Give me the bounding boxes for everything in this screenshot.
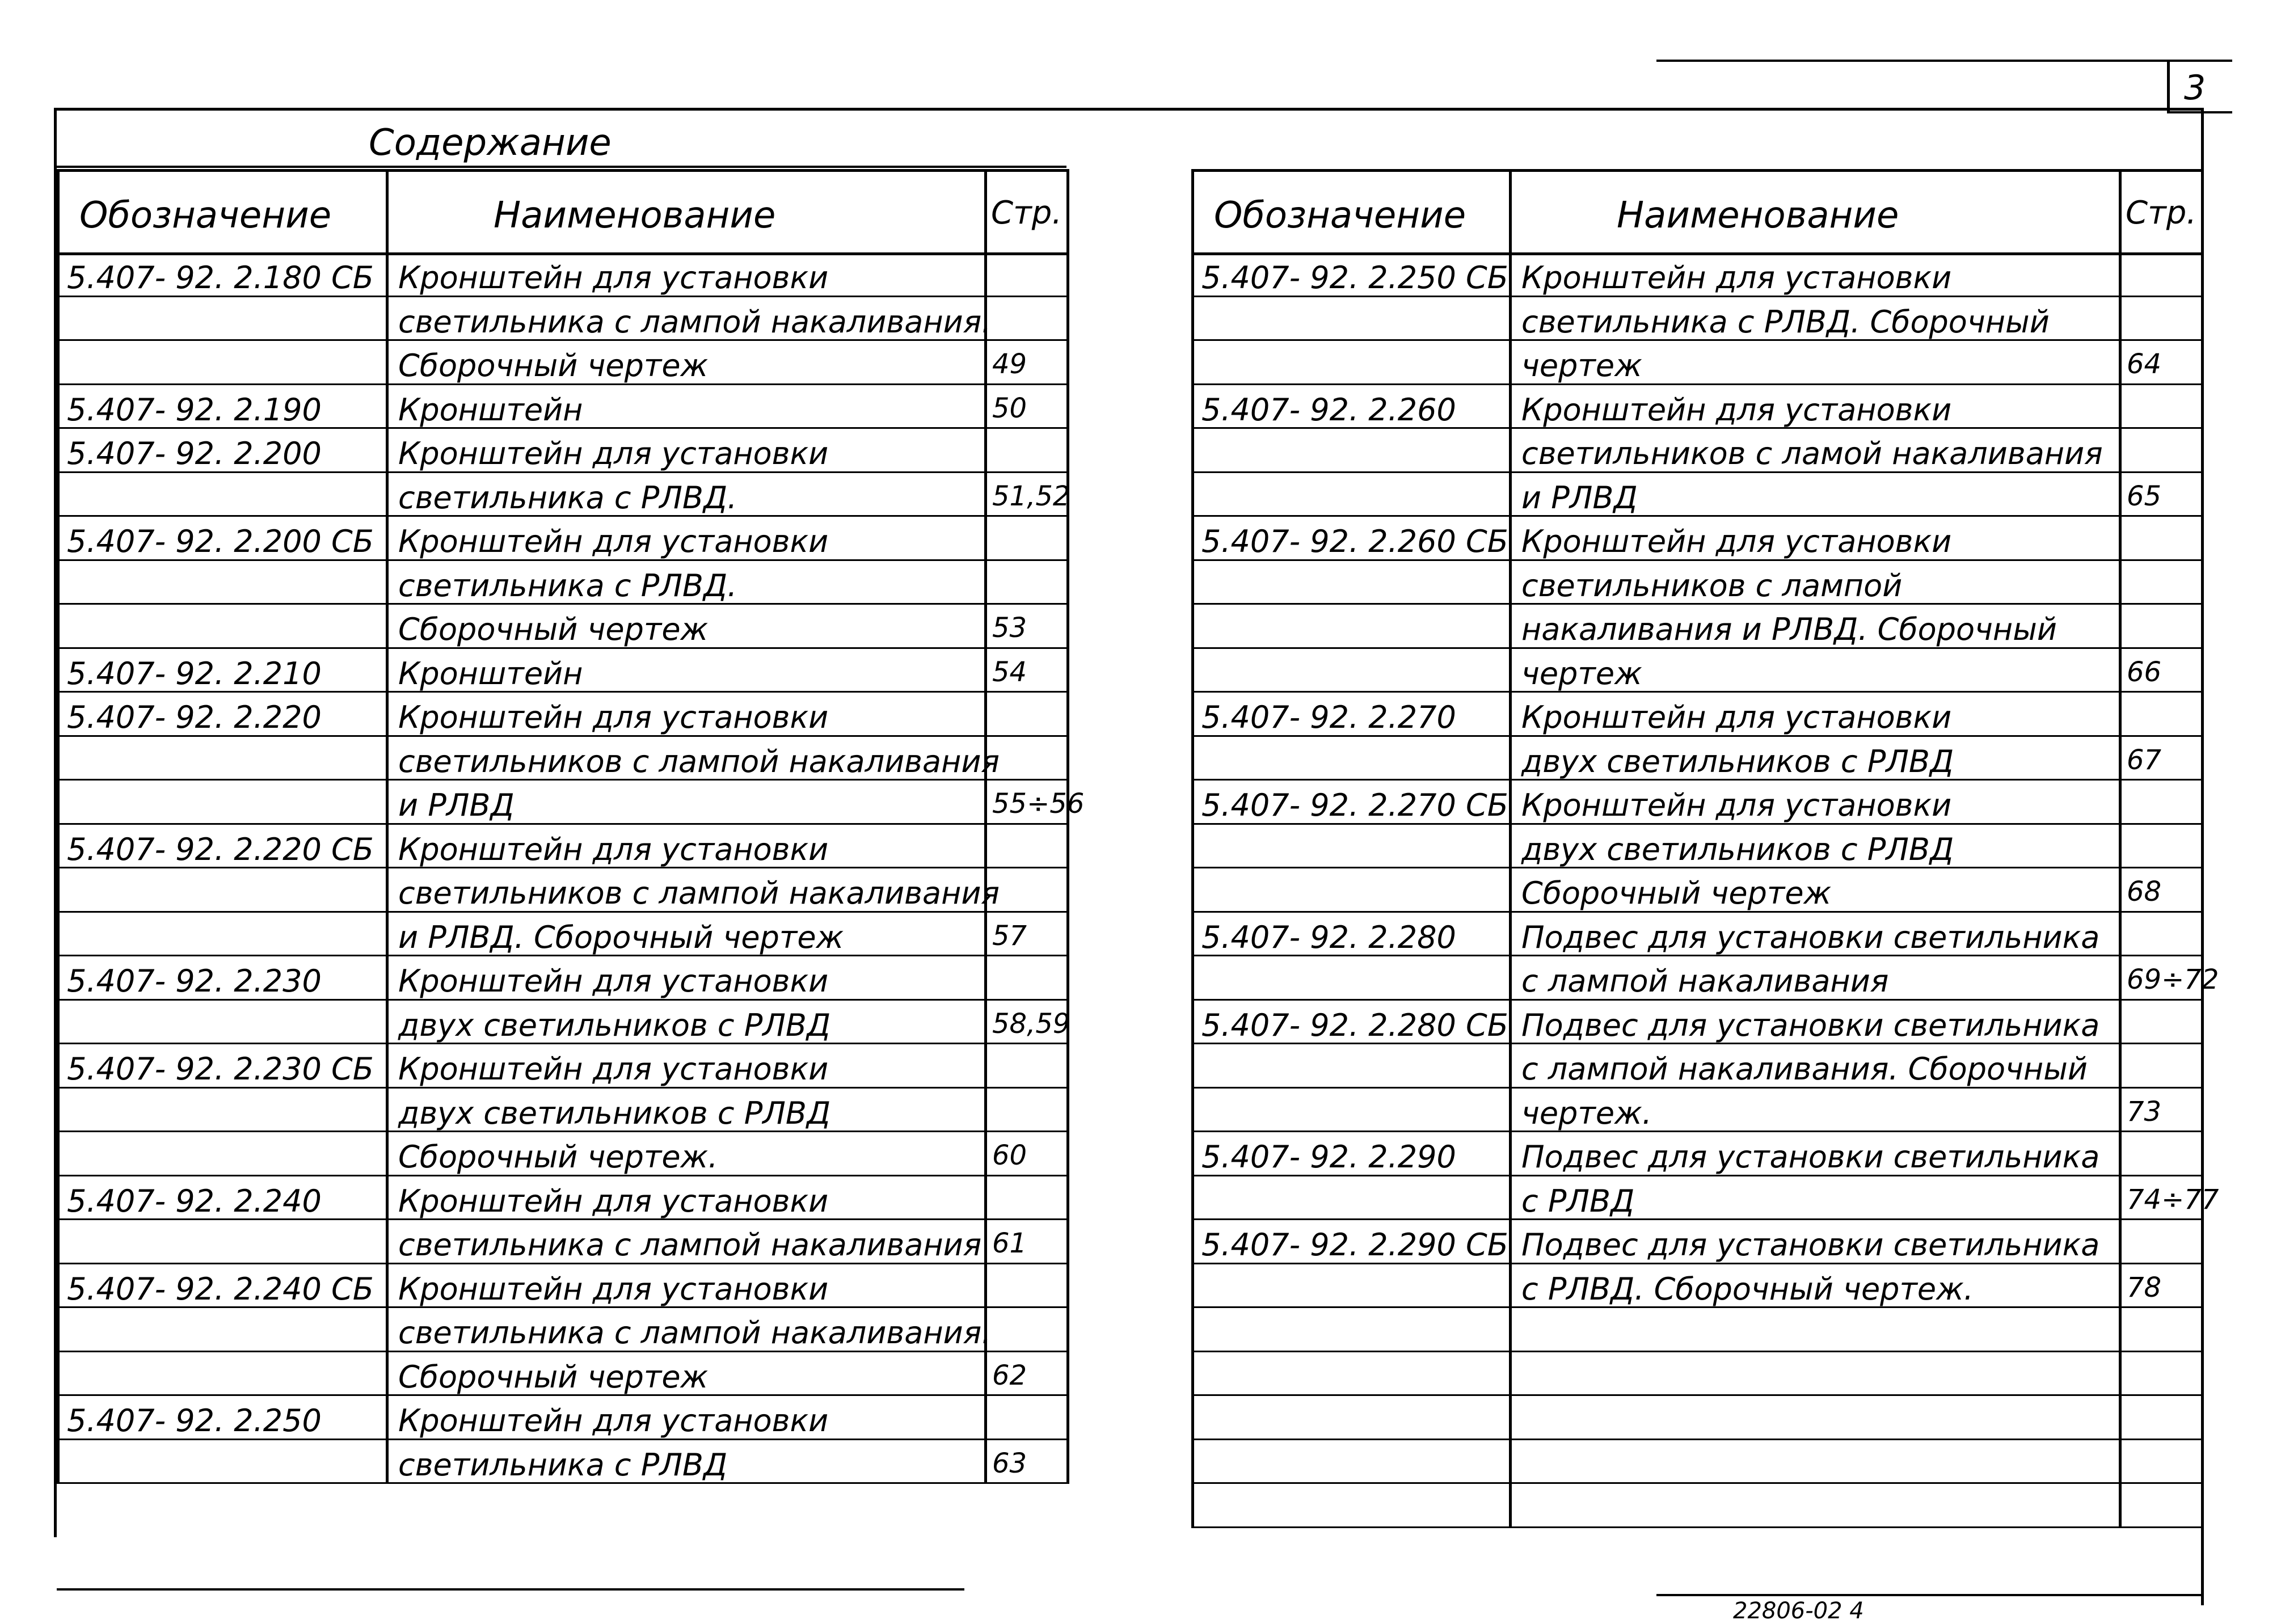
table-row-code: 5.407- 92. 2.200 [67, 436, 322, 471]
table-row-page: 64 [2127, 348, 2162, 380]
table-row-code: 5.407- 92. 2.220 СБ [67, 831, 374, 867]
table-row-rule [57, 823, 1069, 825]
right_table-top-rule [1191, 169, 2201, 172]
table-row-name: Сборочный чертеж [398, 1359, 709, 1395]
table-row-code: 5.407- 92. 2.230 [67, 963, 322, 999]
table-row-rule [1191, 691, 2204, 693]
top-frame-line [1656, 60, 2232, 62]
table-row-name: светильника с лампой накаливания [398, 1227, 982, 1263]
table-row-name: двух светильников с РЛВД [398, 1007, 831, 1043]
right_table-left-rule [1191, 169, 1194, 1528]
table-row-code: 5.407- 92. 2.220 [67, 699, 322, 735]
table-row-page: 51,52 [992, 480, 1070, 512]
table-row-name: с РЛВД. Сборочный чертеж. [1521, 1271, 1974, 1307]
table-row-page: 57 [992, 919, 1027, 952]
table-row-code: 5.407- 92. 2.260 [1201, 391, 1456, 428]
table-row-page: 78 [2127, 1271, 2162, 1304]
table-row-name: Кронштейн для установки [1521, 787, 1952, 823]
table-row-page: 54 [992, 656, 1027, 688]
table-row-page: 61 [992, 1228, 1027, 1259]
table-row-rule [1191, 1218, 2204, 1220]
table-row-code: 5.407- 92. 2.250 [67, 1403, 322, 1439]
table-row-page: 50 [992, 392, 1027, 424]
right_table-col-rule-1 [1509, 169, 1512, 1528]
table-row-name: Сборочный чертеж [398, 348, 709, 383]
table-row-rule [1191, 1131, 2204, 1132]
table-row-code: 5.407- 92. 2.270 [1201, 699, 1456, 735]
table-row-name: и РЛВД. Сборочный чертеж [398, 919, 844, 955]
table-row-name: Кронштейн для установки [1521, 699, 1952, 735]
table-row-code: 5.407- 92. 2.230 СБ [67, 1051, 374, 1087]
table-row-name: Кронштейн для установки [398, 524, 829, 559]
table-row-name: чертеж [1521, 348, 1642, 383]
table-row-page: 60 [992, 1140, 1027, 1171]
table-row-name: двух светильников с РЛВД [1521, 831, 1954, 867]
table-row-name: чертеж [1521, 655, 1642, 691]
table-row-rule [1191, 1394, 2204, 1396]
table-row-name: светильника с РЛВД [398, 1446, 728, 1483]
table-row-page: 67 [2127, 744, 2162, 776]
sheet-number-box-left [2167, 60, 2170, 113]
table-row-name: Сборочный чертеж [1521, 875, 1832, 911]
table-row-name: Сборочный чертеж [398, 611, 709, 647]
table-row-page: 69÷72 [2127, 964, 2219, 996]
table-row-name: Кронштейн для установки [398, 260, 829, 296]
page-border-bottom-right [1656, 1594, 2201, 1596]
table-row-name: Кронштейн для установки [398, 699, 829, 735]
table-row-code: 5.407- 92. 2.240 СБ [67, 1271, 374, 1307]
left_table-header-rule [57, 252, 1069, 255]
table-row-name: светильников с ламой накаливания [1521, 436, 2103, 471]
page-border-bottom-left [57, 1588, 964, 1591]
table-row-page: 63 [992, 1447, 1027, 1479]
table-row-page: 49 [992, 348, 1027, 380]
table-row-page: 58,59 [992, 1007, 1070, 1040]
table-row-rule [1191, 1439, 2204, 1440]
table-row-name: Кронштейн для установки [398, 1183, 829, 1219]
table-row-page: 66 [2127, 656, 2162, 688]
table-row-name: Кронштейн [398, 391, 583, 428]
table-row-name: Кронштейн для установки [1521, 260, 1952, 296]
left_table-header-page: Стр. [991, 195, 1063, 231]
table-row-name: накаливания и РЛВД. Сборочный [1521, 611, 2057, 647]
table-row-code: 5.407- 92. 2.190 [67, 391, 322, 428]
table-row-name: с лампой накаливания [1521, 963, 1889, 999]
table-row-name: Сборочный чертеж. [398, 1139, 718, 1175]
table-row-name: Кронштейн для установки [398, 1271, 829, 1307]
left_table-col-rule-1 [386, 169, 389, 1483]
left_table-header-designation: Обозначение [79, 195, 332, 237]
table-row-name: Подвес для установки светильника [1521, 1227, 2100, 1263]
right_table-header-name: Наименование [1617, 195, 1899, 237]
table-row-name: Кронштейн для установки [398, 963, 829, 999]
table-row-code: 5.407- 92. 2.290 [1201, 1139, 1456, 1175]
table-row-name: с РЛВД [1521, 1183, 1635, 1219]
table-row-code: 5.407- 92. 2.270 СБ [1201, 787, 1508, 823]
table-row-code: 5.407- 92. 2.280 [1201, 919, 1456, 955]
table-row-name: Кронштейн для установки [1521, 524, 1952, 559]
left_table-right-rule [1066, 169, 1069, 1483]
left_table-top-rule [57, 169, 1066, 172]
table-row-name: Кронштейн для установки [398, 831, 829, 867]
title-underline [57, 166, 1066, 168]
table-row-name: с лампой накаливания. Сборочный [1521, 1051, 2088, 1087]
table-row-name: светильников с лампой [1521, 567, 1903, 604]
table-row-name: и РЛВД [1521, 479, 1638, 516]
right_table-header-page: Стр. [2126, 195, 2197, 231]
table-row-rule [1191, 383, 2204, 385]
table-row-rule [1191, 1482, 2204, 1484]
right_table-right-rule [2201, 169, 2204, 1528]
table-row-name: светильника с РЛВД. [398, 567, 737, 604]
table-row-code: 5.407- 92. 2.290 СБ [1201, 1227, 1508, 1263]
sheet-number-box-bottom [2167, 111, 2232, 113]
table-row-name: Кронштейн для установки [1521, 391, 1952, 428]
table-row-name: чертеж. [1521, 1095, 1652, 1131]
table-row-rule [1191, 1526, 2204, 1528]
table-row-name: Кронштейн для установки [398, 1403, 829, 1439]
table-row-name: светильника с РЛВД. [398, 479, 737, 516]
table-row-page: 65 [2127, 480, 2162, 512]
table-row-rule [1191, 1351, 2204, 1352]
table-row-name: Подвес для установки светильника [1521, 1007, 2100, 1043]
table-row-code: 5.407- 92. 2.210 [67, 655, 322, 691]
table-row-page: 68 [2127, 876, 2162, 908]
table-row-code: 5.407- 92. 2.180 СБ [67, 260, 374, 296]
table-row-code: 5.407- 92. 2.250 СБ [1201, 260, 1508, 296]
table-row-name: Кронштейн для установки [398, 1051, 829, 1087]
right_table-col-rule-2 [2119, 169, 2122, 1528]
right_table-header-designation: Обозначение [1214, 195, 1466, 237]
table-row-name: двух светильников с РЛВД [398, 1095, 831, 1131]
left_table-left-rule [57, 169, 60, 1483]
page-border-top [54, 108, 2204, 111]
table-row-name: и РЛВД [398, 787, 515, 823]
table-row-name: светильника с лампой накаливания. [398, 1315, 992, 1351]
table-row-name: светильника с РЛВД. Сборочный [1521, 303, 2050, 340]
table-row-page: 73 [2127, 1095, 2162, 1128]
table-row-code: 5.407- 92. 2.240 [67, 1183, 322, 1219]
table-row-rule [1191, 515, 2204, 517]
table-row-page: 53 [992, 612, 1027, 644]
contents-title: Содержание [369, 122, 612, 164]
table-row-name: светильника с лампой накаливания. [398, 303, 992, 340]
left_table-header-name: Наименование [494, 195, 776, 237]
footer-document-number: 22806-02 4 [1733, 1598, 1864, 1624]
right_table-header-rule [1191, 252, 2204, 255]
table-row-name: двух светильников с РЛВД [1521, 743, 1954, 779]
table-row-name: светильников с лампой накаливания [398, 743, 1000, 779]
table-row-page: 62 [992, 1359, 1027, 1391]
sheet-number: 3 [2184, 68, 2206, 108]
table-row-code: 5.407- 92. 2.200 СБ [67, 524, 374, 559]
left_table-col-rule-2 [984, 169, 987, 1483]
table-row-name: Кронштейн для установки [398, 436, 829, 471]
table-row-name: Подвес для установки светильника [1521, 919, 2100, 955]
table-row-name: Подвес для установки светильника [1521, 1139, 2100, 1175]
table-row-page: 74÷77 [2127, 1183, 2219, 1216]
table-row-name: светильников с лампой накаливания [398, 875, 1000, 911]
table-row-page: 55÷56 [992, 788, 1085, 820]
table-row-code: 5.407- 92. 2.260 СБ [1201, 524, 1508, 559]
table-row-code: 5.407- 92. 2.280 СБ [1201, 1007, 1508, 1043]
table-row-name: Кронштейн [398, 655, 583, 691]
